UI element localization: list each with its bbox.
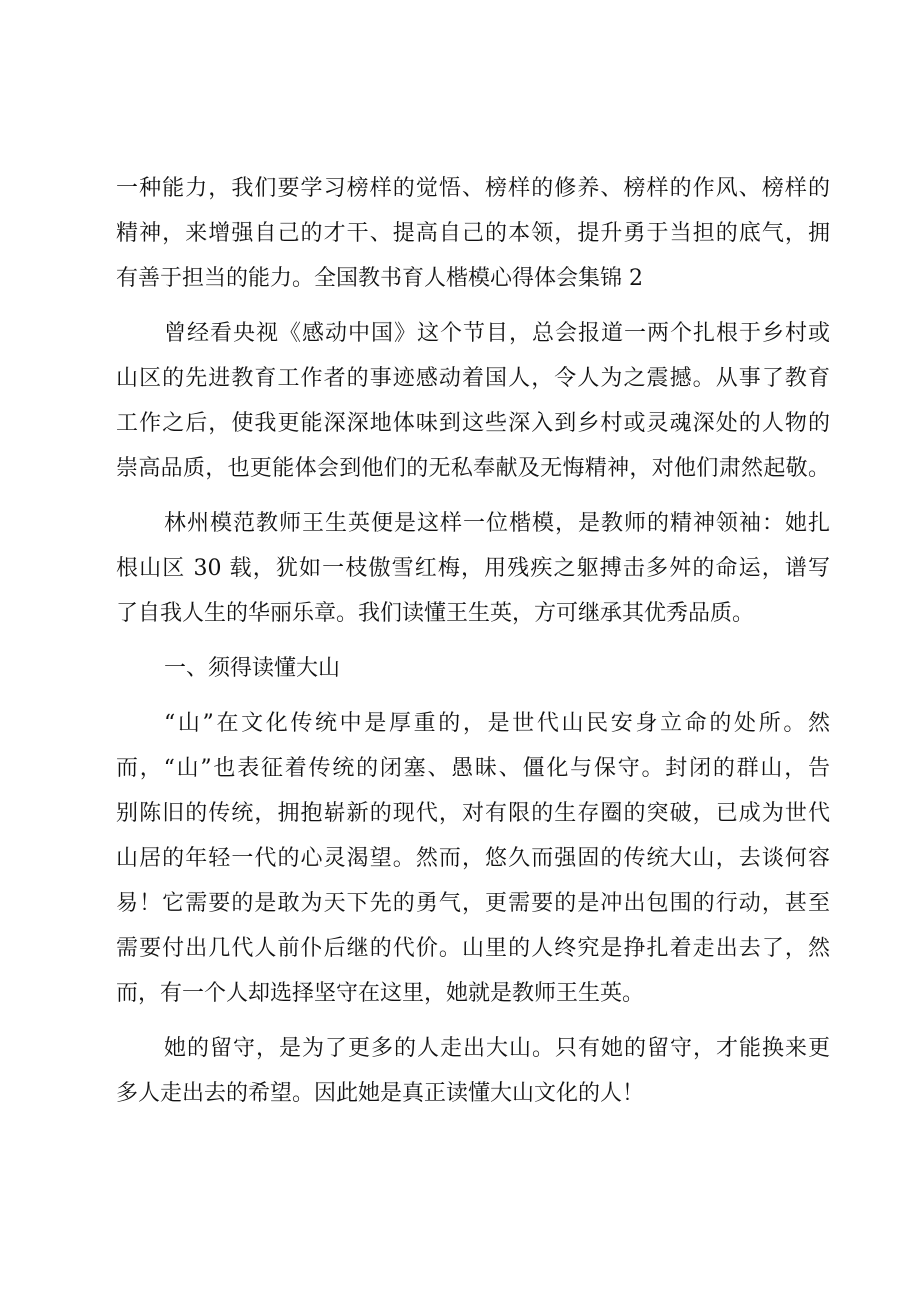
paragraph-1 <box>116 166 830 301</box>
text-line: 易！它需要的是敢为天下先的勇气，更需要的是冲出包围的行动，甚至 <box>116 891 830 916</box>
text-line: 她的留守，是为了更多的人走出大山。只有她的留守，才能换来更 <box>164 1036 830 1061</box>
text-line: 崇高品质，也更能体会到他们的无私奉献及无悔精神，对他们肃然起敬。 <box>116 456 830 481</box>
text-line: “山”在文化传统中是厚重的，是世代山民安身立命的处所。然 <box>164 711 830 736</box>
paragraph-6 <box>116 1026 830 1116</box>
text-line: 林州模范教师王生英便是这样一位楷模，是教师的精神领袖：她扎 <box>164 511 830 536</box>
text-line: 根山区 30 载，犹如一枝傲雪红梅，用残疾之躯搏击多舛的命运，谱写 <box>116 556 830 581</box>
paragraph-2 <box>116 311 830 491</box>
text-line: 一种能力，我们要学习榜样的觉悟、榜样的修养、榜样的作风、榜样的 <box>116 176 830 201</box>
text-line: 工作之后，使我更能深深地体味到这些深入到乡村或灵魂深处的人物的 <box>116 411 830 436</box>
text-line: 了自我人生的华丽乐章。我们读懂王生英，方可继承其优秀品质。 <box>116 601 755 626</box>
section-heading <box>116 646 830 691</box>
text-line: 山居的年轻一代的心灵渴望。然而，悠久而强固的传统大山，去谈何容 <box>116 846 830 871</box>
text-line: 山区的先进教育工作者的事迹感动着国人，令人为之震撼。从事了教育 <box>116 366 830 391</box>
document-body <box>116 166 830 1116</box>
text-line: 而，有一个人却选择坚守在这里，她就是教师王生英。 <box>116 981 645 1006</box>
text-line: 需要付出几代人前仆后继的代价。山里的人终究是挣扎着走出去了，然 <box>116 936 830 961</box>
text-line: 曾经看央视《感动中国》这个节目，总会报道一两个扎根于乡村或 <box>164 321 830 346</box>
text-line: 别陈旧的传统，拥抱崭新的现代，对有限的生存圈的突破，已成为世代 <box>116 801 830 826</box>
heading-text: 一、须得读懂大山 <box>164 656 341 681</box>
text-line: 精神，来增强自己的才干、提高自己的本领，提升勇于当担的底气，拥 <box>116 221 830 246</box>
text-line: 多人走出去的希望。因此她是真正读懂大山文化的人！ <box>116 1081 645 1106</box>
paragraph-3 <box>116 501 830 636</box>
paragraph-5 <box>116 701 830 1016</box>
text-line: 有善于担当的能力。全国教书育人楷模心得体会集锦 2 <box>116 266 643 291</box>
text-line: 而，“山”也表征着传统的闭塞、愚昧、僵化与保守。封闭的群山，告 <box>116 756 830 781</box>
